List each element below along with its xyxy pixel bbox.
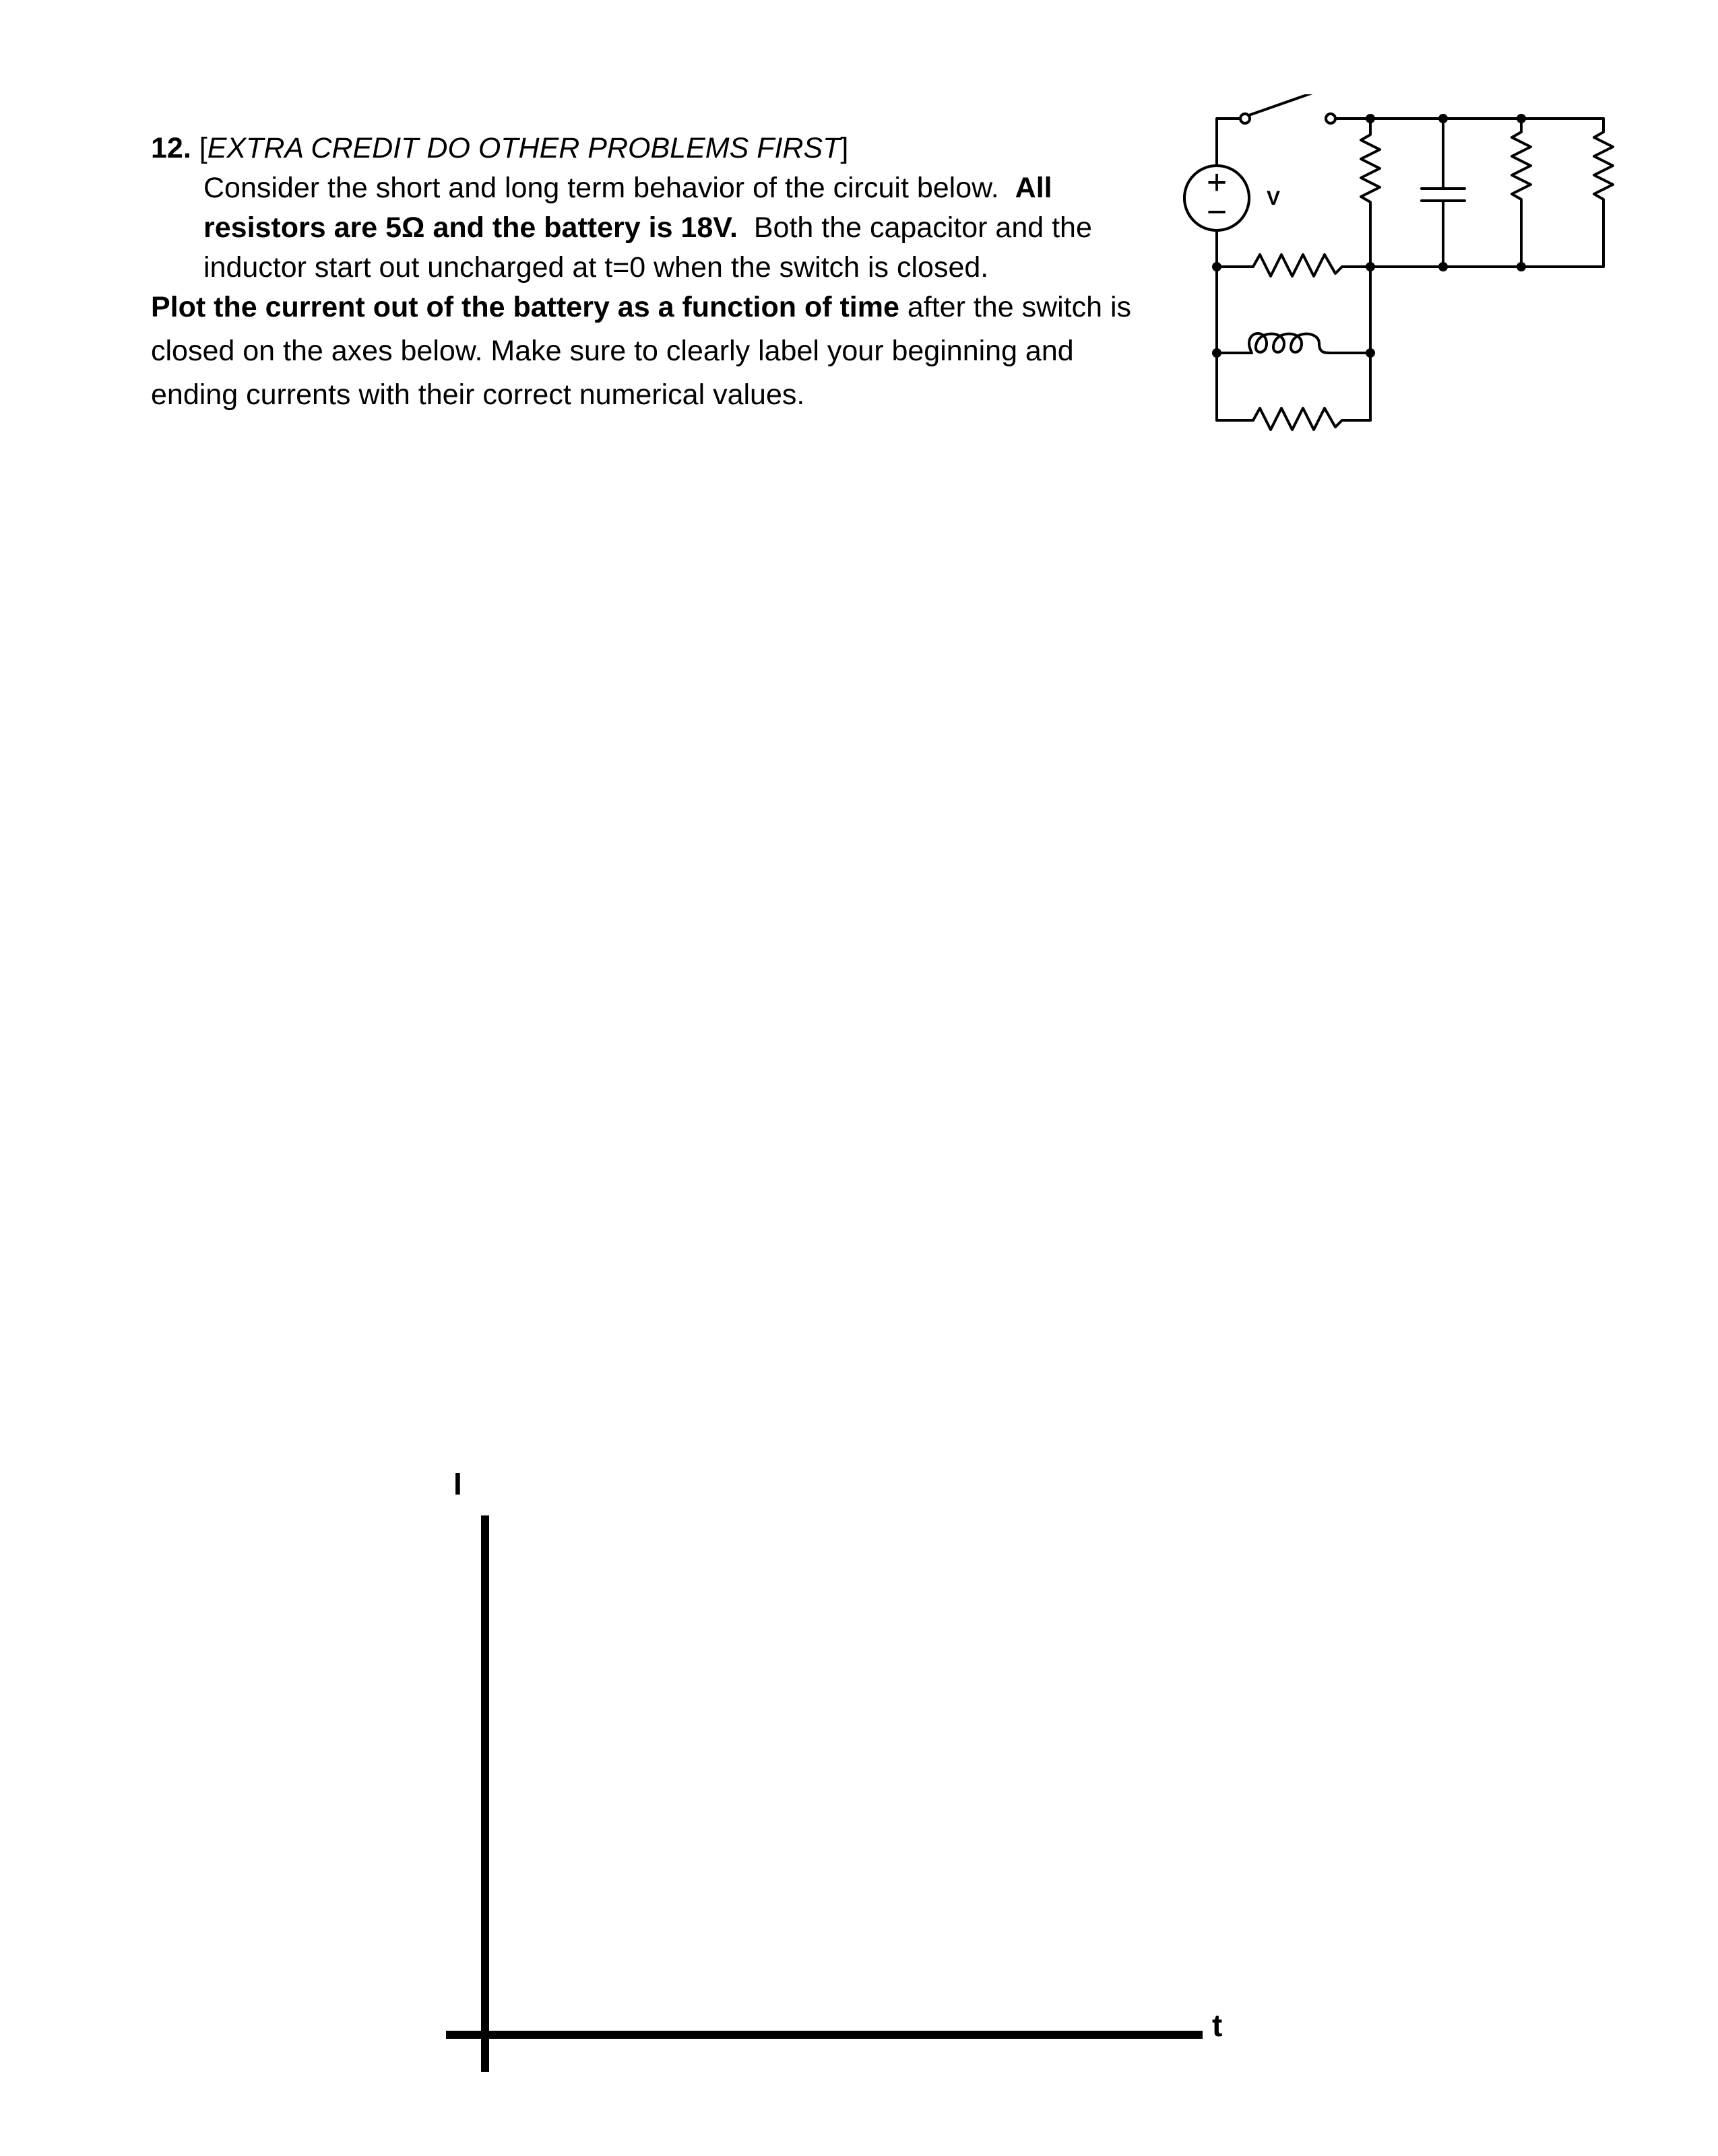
circuit-diagram [1166, 94, 1624, 445]
text-segment: Consider the short and long term behavior of the circuit below. [203, 172, 999, 204]
bracket-close: ] [840, 132, 849, 164]
resistor-r5 [1217, 408, 1370, 430]
bold-segment: resistors are 5Ω and the battery is 18V. [203, 211, 738, 244]
problem-tag: EXTRA CREDIT DO OTHER PROBLEMS FIRST [207, 132, 841, 164]
source-minus-sign: − [1206, 193, 1228, 232]
text-segment: after the switch is [907, 291, 1132, 323]
resistor-r4 [1217, 255, 1370, 276]
bold-segment: Plot the current out of the battery as a function of time [151, 291, 899, 323]
switch-blade [1249, 94, 1312, 115]
problem-line-3 [203, 251, 988, 284]
x-axis-label: t [1212, 2008, 1223, 2043]
problem-line-2 [203, 211, 1092, 244]
problem-line-1 [203, 172, 1052, 205]
y-axis-label: I [453, 1466, 462, 1501]
bold-segment: All [1015, 172, 1052, 204]
text-segment: Both the capacitor and the [753, 211, 1092, 244]
source-plus-sign: + [1206, 163, 1228, 202]
inductor [1217, 333, 1370, 353]
resistor-r2 [1512, 119, 1531, 267]
capacitor [1422, 119, 1465, 267]
text-segment: closed on the axes below. Make sure to clearly label your beginning and [151, 335, 1074, 367]
problem-line-6 [151, 379, 804, 412]
problem-number: 12. [151, 132, 191, 164]
problem-line-4 [151, 291, 1131, 324]
bracket-open: [ [199, 132, 208, 164]
resistor-r1 [1361, 124, 1380, 267]
text-segment: ending currents with their correct numerical values. [151, 379, 805, 411]
resistor-r3 [1594, 119, 1613, 267]
text-segment: inductor start out uncharged at t=0 when the switch is closed. [203, 251, 989, 284]
source-label: V [1267, 187, 1281, 209]
problem-header [151, 132, 848, 165]
problem-line-5 [151, 335, 1074, 368]
switch-contact-right [1326, 114, 1335, 123]
answer-graph [404, 1468, 1253, 2075]
graph-axes [404, 1468, 1253, 2075]
switch-right-wire [1335, 119, 1370, 124]
